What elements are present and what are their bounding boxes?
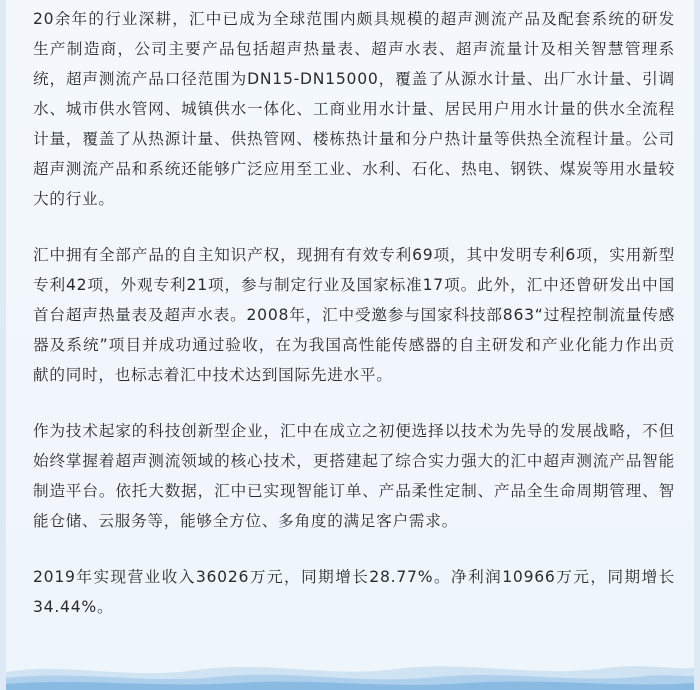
paragraph-patents: 汇中拥有全部产品的自主知识产权，现拥有有效专利69项，其中发明专利6项，实用新型专利42项，外观专利21项，参与制定行业及国家标准17项。此外，汇中还曾研发出中国首台超声热量表及超声水表。2008年，汇中受邀参与国家科技部863“过程控制流量传感器及系统”项目并成功通过验收，在为我国高性能传感器的自主研发和产业化能力作出贡献的同时，也标志着汇中技术达到国际先进水平。 xyxy=(33,246,675,384)
wave-decoration xyxy=(6,650,694,690)
paragraph-strategy: 作为技术起家的科技创新型企业，汇中在成立之初便选择以技术为先导的发展战略，不但始终掌握着超声测流领域的核心技术，更搭建起了综合实力强大的汇中超声测流产品智能制造平台。依托大数据，汇中已实现智能订单、产品柔性定制、产品全生命周期管理、智能仓储、云服务等，能够全方位、多角度的满足客户需求。 xyxy=(33,422,675,530)
paragraph-revenue: 2019年实现营业收入36026万元，同期增长28.77%。净利润10966万元，同期增长34.44%。 xyxy=(33,568,675,616)
paragraph-industry: 20余年的行业深耕，汇中已成为全球范围内颇具规模的超声测流产品及配套系统的研发生产制造商，公司主要产品包括超声热量表、超声水表、超声流量计及相关智慧管理系统，超声测流产品口径范围为DN15-DN15000，覆盖了从源水计量、出厂水计量、引调水、城市供水管网、城镇供水一体化、工商业用水计量、居民用户用水计量的供水全流程计量，覆盖了从热源计量、供热管网、楼栋热计量和分户热计量等供热全流程计量。公司超声测流产品和系统还能够广泛应用至工业、水利、石化、热电、钢铁、煤炭等用水量较大的行业。 xyxy=(33,10,675,208)
article-body xyxy=(33,4,675,622)
